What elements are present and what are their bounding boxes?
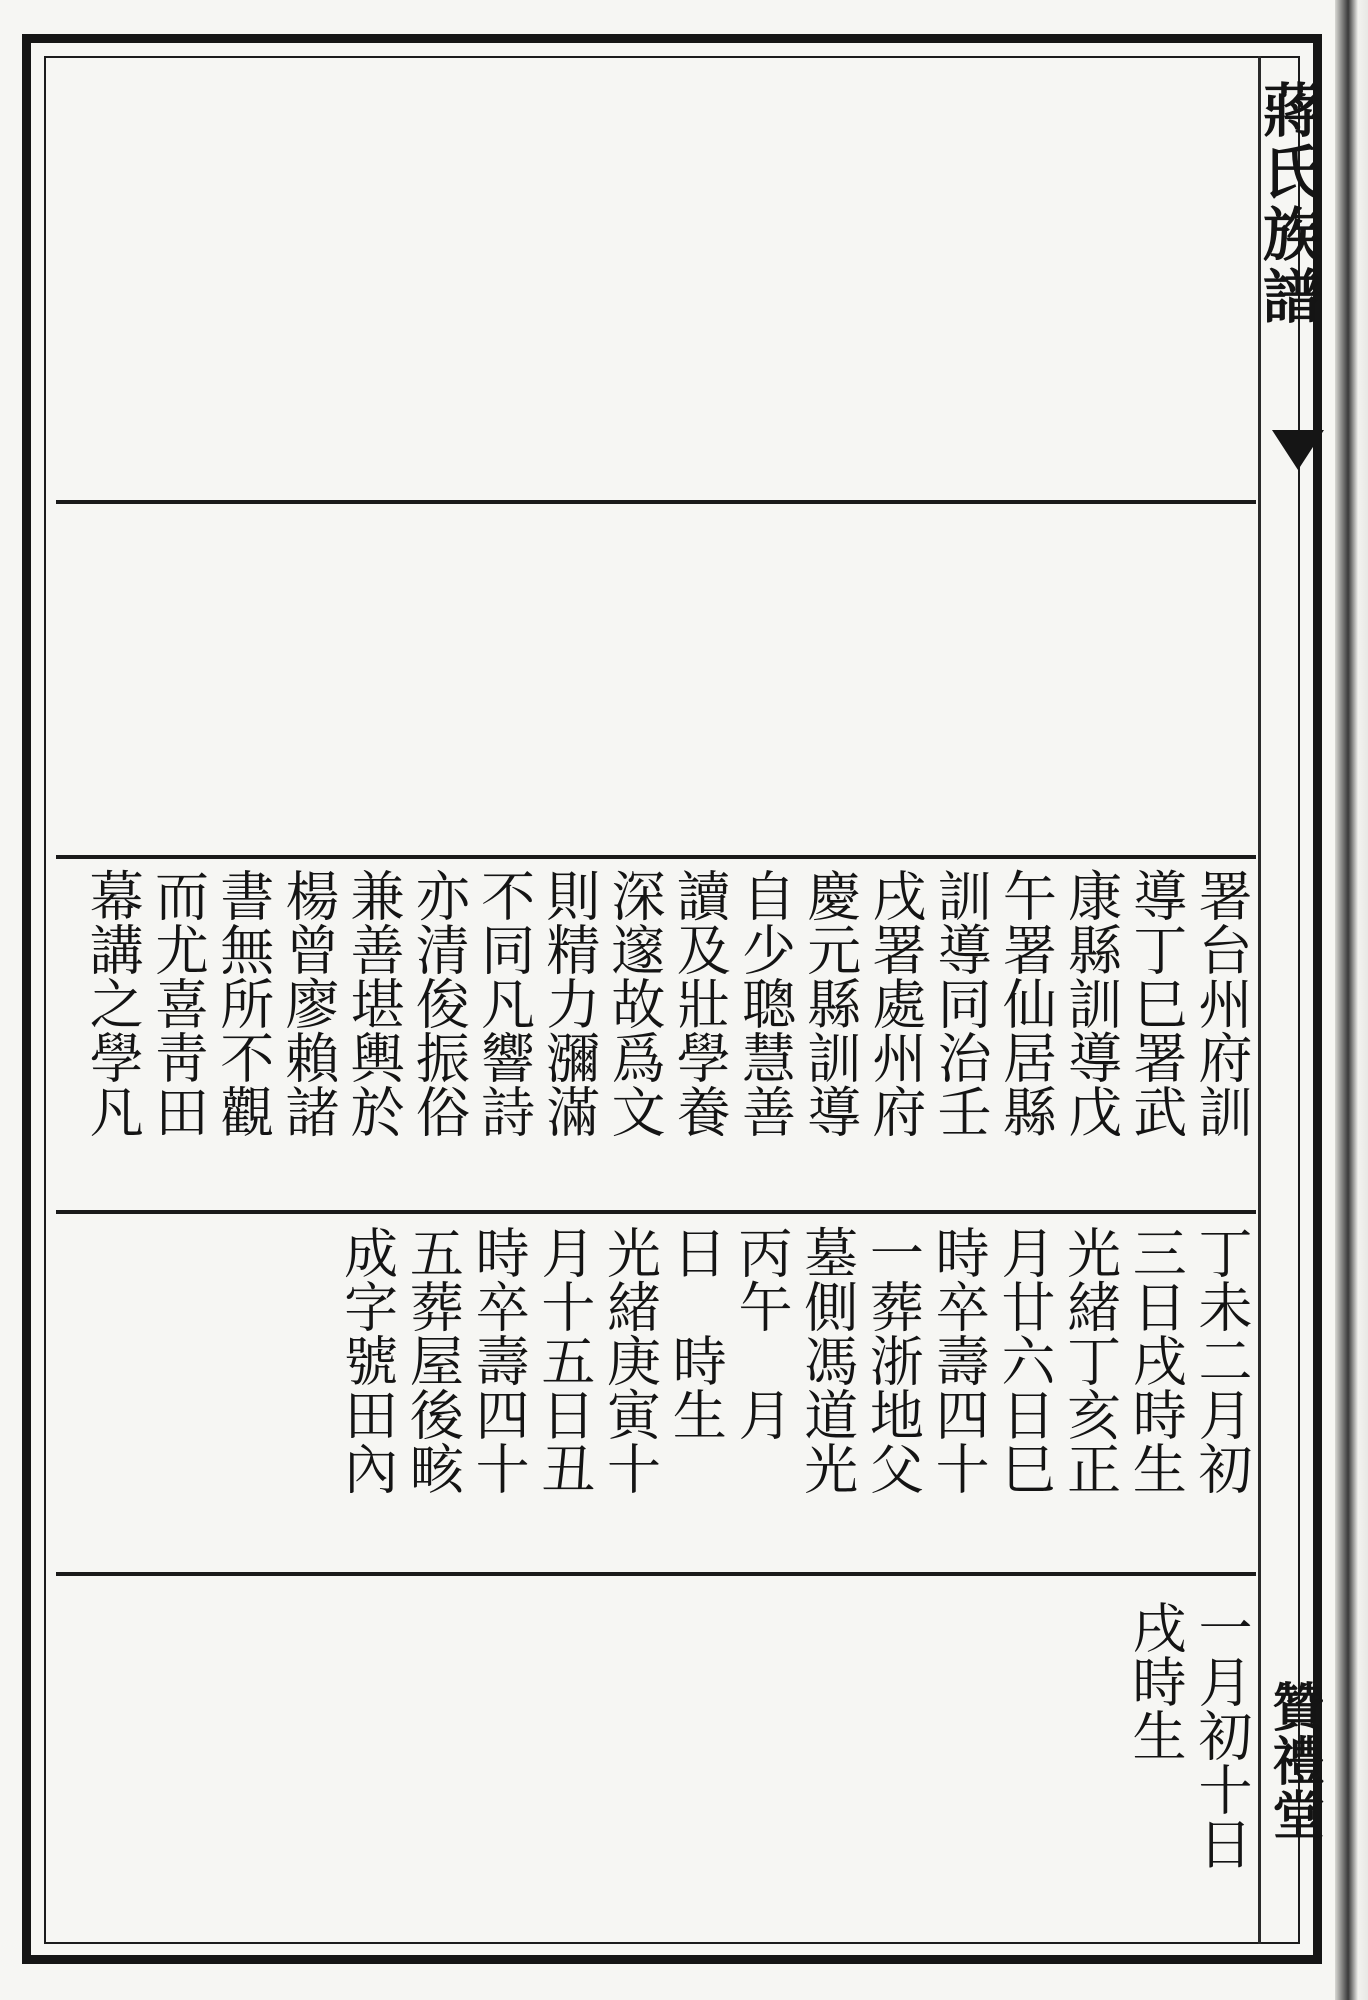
text-column: 光緒庚寅十: [598, 1225, 662, 1495]
text-column: 戌時生: [1124, 1600, 1187, 1762]
text-column: 則精力瀰滿: [537, 868, 601, 1138]
text-column: 慶元縣訓導: [798, 868, 862, 1138]
text-column: 楊曾廖賴諸: [276, 868, 340, 1138]
text-column: 而尤喜靑田: [146, 868, 210, 1138]
hall-name: 贊禮堂: [1263, 1680, 1324, 1842]
text-column: 時卒壽四十: [927, 1225, 991, 1495]
text-column: 墓側馮道光: [795, 1225, 859, 1495]
text-column: 兼善堪輿於: [342, 868, 406, 1138]
text-column: 月十五日丑: [532, 1225, 596, 1495]
band-divider-4: [56, 1572, 1256, 1576]
page-edge: [1335, 0, 1368, 2000]
text-column: 深邃故爲文: [603, 868, 667, 1138]
text-column: 訓導同治壬: [929, 868, 993, 1138]
spine-divider: [1258, 56, 1261, 1944]
text-column: 午署仙居縣: [994, 868, 1058, 1138]
text-column: 幕講之學凡: [81, 868, 145, 1138]
text-column: 署台州府訓: [1190, 868, 1253, 1138]
text-column: 一葬浙地父: [861, 1225, 925, 1495]
biography-text: [80, 868, 1254, 1208]
lower-text: [1122, 1600, 1254, 1940]
text-column: 導丁巳署武: [1124, 868, 1188, 1138]
text-column: 一月初十日: [1190, 1600, 1253, 1870]
text-column: 月廿六日巳: [992, 1225, 1056, 1495]
text-column: 康縣訓導戊: [1059, 868, 1123, 1138]
text-column: 時卒壽四十: [467, 1225, 531, 1495]
text-column: 亦清俊振俗: [407, 868, 471, 1138]
band-divider-3: [56, 1210, 1256, 1214]
text-column: 讀及壯學養: [668, 868, 732, 1138]
text-column: 丙午 月: [729, 1225, 793, 1441]
text-column: 三日戌時生: [1124, 1225, 1188, 1495]
text-column: 光緒丁亥正: [1058, 1225, 1122, 1495]
text-column: 戌署處州府: [863, 868, 927, 1138]
text-column: 日 時生: [664, 1225, 728, 1441]
band-divider-1: [56, 500, 1256, 504]
text-column: 不同凡響詩: [472, 868, 536, 1138]
text-column: 五葬屋後畡: [401, 1225, 465, 1495]
genealogy-title: 蔣氏族譜: [1253, 80, 1321, 328]
text-column: 自少聰慧善: [733, 868, 797, 1138]
band-divider-2: [56, 855, 1256, 859]
text-column: 丁未二月初: [1190, 1225, 1253, 1495]
fish-tail-mark: [1272, 430, 1324, 470]
text-column: 書無所不觀: [211, 868, 275, 1138]
dates-text: [334, 1225, 1254, 1565]
text-column: 成字號田內: [335, 1225, 399, 1495]
